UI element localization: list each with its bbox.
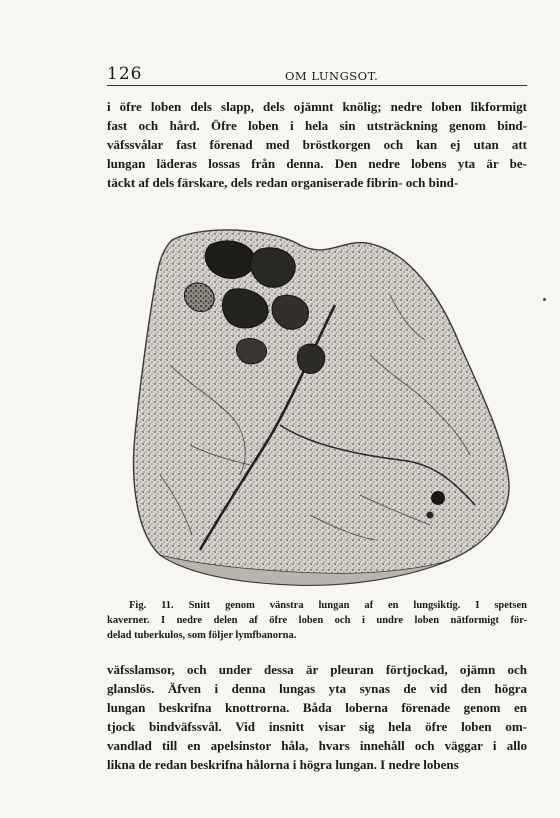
caption-line: Fig. 11. Snitt genom vänstra lungan af en lungsiktig. I spetsen [129,600,527,611]
running-head [107,64,527,86]
text-line: väfsslamsor, och under dessa är pleuran förtjockad, ojämn och [107,662,527,677]
text-line: lungan beskrifna knottrorna. Båda loberna förenade genom en [107,700,527,715]
paragraph-top [107,97,527,192]
header-rule [107,85,527,86]
text-line: väfssvålar fast förenad med bröstkorgen och kan ej utan att [107,137,527,152]
page-number: 126 [107,64,143,84]
hilum-spot [431,491,445,505]
lung-section-illustration [130,215,520,595]
paragraph-bottom [107,660,527,774]
text-line: vandlad till en apelsinstor håla, hvars innehåll och väggar i allo [107,738,527,753]
text-line: tjock bindväfssvål. Vid insnitt visar sig hela öfre loben om- [107,719,527,734]
hilum-spot-small [427,512,434,519]
text-line: likna de redan beskrifna hålorna i högra lungan. I nedre lobens [107,757,459,772]
text-line: fast och hård. Öfre loben i hela sin utsträckning genom bind- [107,118,527,133]
text-line: täckt af dels färskare, dels redan organiserade fibrin- och bind- [107,175,459,190]
text-line: i öfre loben dels slapp, dels ojämnt knölig; nedre loben likformigt [107,99,527,114]
text-line: glanslös. Äfven i denna lungas yta synas de vid den högra [107,681,527,696]
text-line: lungan läderas lossas från denna. Den nedre lobens yta är be- [107,156,527,171]
figure-caption [107,598,527,643]
caption-line: delad tuberkulos, som följer lymfbanorna. [107,630,297,641]
caption-line: kaverner. I nedre delen af öfre loben och i undre loben nätformigt för- [107,615,527,626]
running-title: OM LUNGSOT. [285,69,379,83]
lung-outline [134,230,509,585]
stray-mark [543,298,546,301]
